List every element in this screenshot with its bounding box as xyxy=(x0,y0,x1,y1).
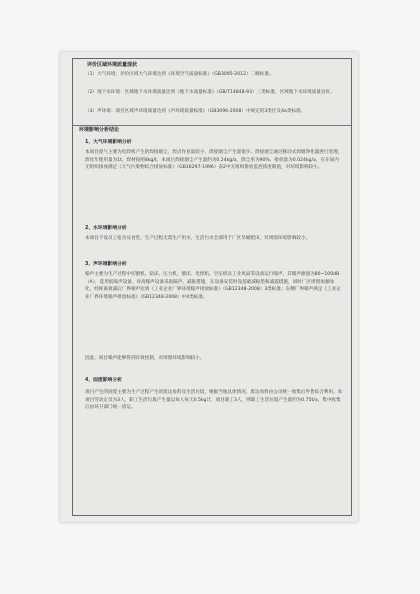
paragraph-noise-conclusion: 因此，项目噪声能够得到有效控制，对周围环境影响较小。 xyxy=(85,356,205,361)
paragraph-noise-quality: （3）声环境：项目区域声环境质量达到《声环境质量标准》（GB3096-2008）中规定的3类区及4a类标准。 xyxy=(85,109,306,114)
report-table-frame xyxy=(72,58,352,516)
row-divider xyxy=(73,125,351,126)
section-title-impact-analysis: 环境影响分析结论 xyxy=(79,127,120,133)
paragraph-water-impact: 本项目不设员工宿舍及食堂，生产过程无需生产用水，生活污水全部用于厂区旱厕肥田，对周围环境影响较小。 xyxy=(85,236,311,241)
section-title-env-quality: 评价区域环境质量现状 xyxy=(87,62,138,68)
subsection-title-air: 1、大气环境影响分析 xyxy=(85,140,132,145)
paragraph-air-impact: 本项目废气主要为电焊机产生的焊接烟尘，焊点作业量较小，焊接烟尘产生量很少。焊接烟尘通过移动式焊烟净化器进行处理，焊丝年使用量为1t，焊材按照8kg/t，本项目焊接烟尘产生量约为0.24kg/a，除尘率为90%，排放量为0.024kg/a，在车间内无组织排放满足《大气污染物综合排放标准》（GB16297-1996）表2中无组织排放监控浓度限值，对环境影响较小。 xyxy=(85,150,343,171)
paragraph-groundwater-quality: （2）地下水环境：区域地下水环境质量达到《地下水质量标准》（GB/T14848-93）三类标准，区域地下水环境质量良好。 xyxy=(85,90,335,95)
scanned-page xyxy=(60,52,358,522)
subsection-title-noise: 3、声环境影响分析 xyxy=(85,262,127,267)
paragraph-air-quality: （1）大气环境：评价区域大气环境达到《环境空气质量标准》（GB3095-2012）二级标准。 xyxy=(85,72,274,77)
paragraph-solid-waste-impact: 项目产生的固废主要为生产过程产生的废边角料及生活垃圾，根据当地具体情况，废边角料由公司统一收集后外售综合利用。本项目劳动定员为3人，职工生活垃圾产生量以每人每天0.5kg计，项目职工3人，则职工生活垃圾产生量约为0.75t/a，集中收集后由环卫部门统一清运。 xyxy=(85,390,343,411)
subsection-title-water: 2、水环境影响分析 xyxy=(85,226,127,231)
subsection-title-solid-waste: 4、固废影响分析 xyxy=(85,378,122,383)
paragraph-noise-impact: 噪声主要为生产过程中切割机、钻床、压力机、刨床、电焊机、空压机及工业风扇等设备运行噪声，其噪声源强为80~100dB（A），选用低噪声设备，对高噪声设备采取隔声、减振措施，在设备安装时设基础减振垫和减震措施，同时厂区周围加强绿化，经距离衰减后厂界噪声达到《工业企业厂界环境噪声排放标准》（GB12348-2008）3类标准；东侧厂界噪声满足《工业企业厂界环境噪声排放标准》（GB12348-2008）中4类标准。 xyxy=(85,272,341,300)
